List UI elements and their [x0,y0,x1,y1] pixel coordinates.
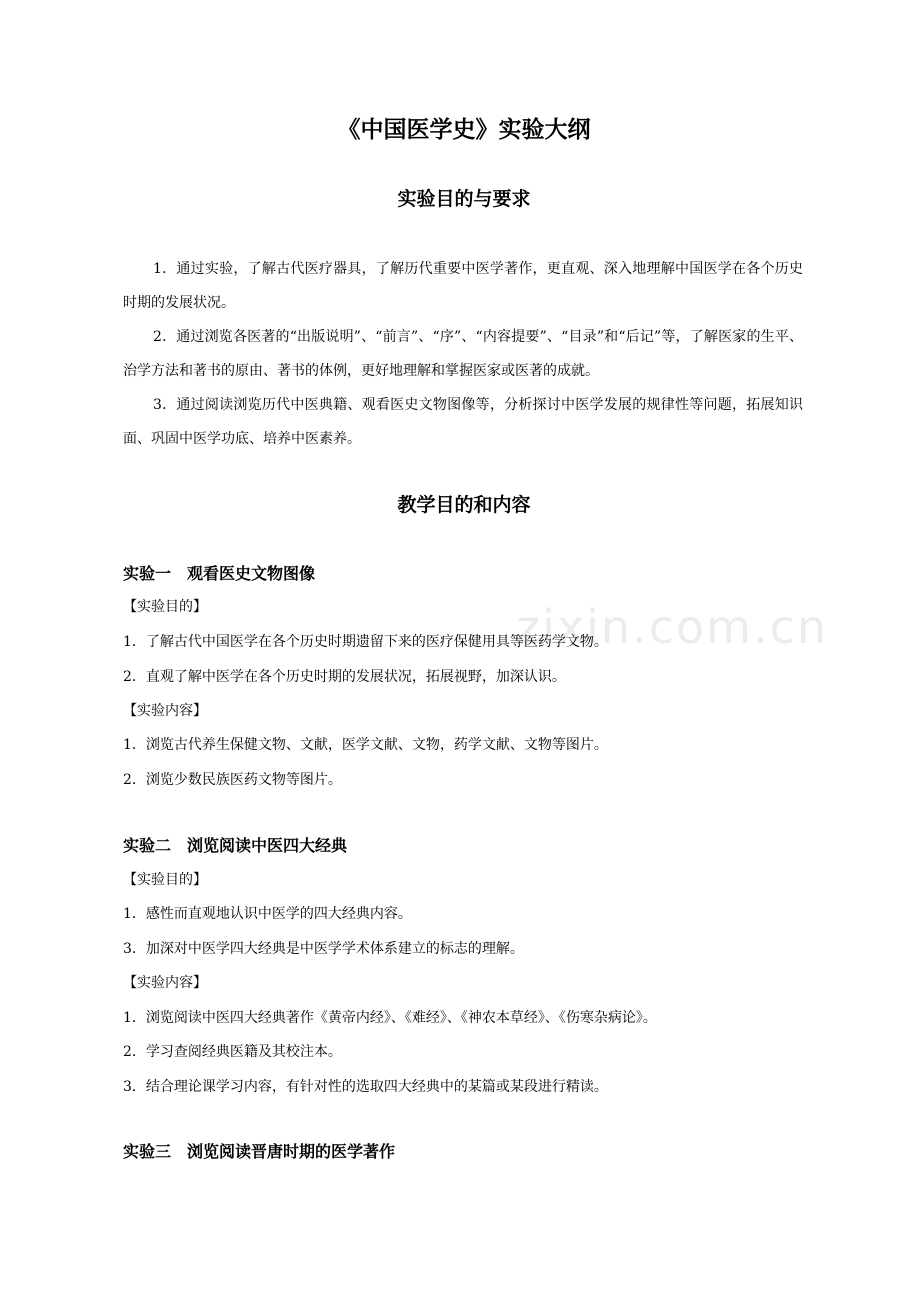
experiment-3-title: 实验三 浏览阅读晋唐时期的医学著作 [123,1142,396,1161]
experiment-1-purpose-item: 1．了解古代中国医学在各个历史时期遗留下来的医疗保健用具等医药学文物。 [123,634,608,650]
section-heading-content: 教学目的和内容 [397,494,531,516]
experiment-2-content-item: 1．浏览阅读中医四大经典著作《黄帝内经》、《难经》、《神农本草经》、《伤寒杂病论》。 [123,1010,657,1026]
goal-paragraph-3: 3．通过阅读浏览历代中医典籍、观看医史文物图像等，分析探讨中医学发展的规律性等问题，拓展知识面、巩固中医学功底、培养中医素养。 [123,397,803,447]
experiment-2-purpose-label: 【实验目的】 [123,872,207,888]
experiment-1-title: 实验一 观看医史文物图像 [123,564,316,583]
experiment-1-content-label: 【实验内容】 [123,703,207,719]
experiment-2-purpose-item: 3．加深对中医学四大经典是中医学学术体系建立的标志的理解。 [123,941,524,957]
experiment-1-purpose-label: 【实验目的】 [123,599,207,615]
watermark: zixin.com.cn [516,600,829,654]
experiment-2-purpose-item: 1．感性而直观地认识中医学的四大经典内容。 [123,906,412,922]
goal-paragraph-2: 2．通过浏览各医著的“出版说明”、“前言”、“序”、“内容提要”、“目录”和“后记”等，了解医家的生平、治学方法和著书的原由、著书的体例，更好地理解和掌握医家或医著的成就。 [123,329,803,379]
document-title: 《中国医学史》实验大纲 [337,116,591,143]
experiment-1-content-item: 1．浏览古代养生保健文物、文献，医学文献、文物，药学文献、文物等图片。 [123,737,608,753]
experiment-2-content-item: 2．学习查阅经典医籍及其校注本。 [123,1044,342,1060]
experiment-2-content-item: 3．结合理论课学习内容，有针对性的选取四大经典中的某篇或某段进行精读。 [123,1079,608,1095]
goal-paragraph-1: 1．通过实验，了解古代医疗器具，了解历代重要中医学著作，更直观、深入地理解中国医学在各个历史时期的发展状况。 [123,261,803,311]
experiment-2-title: 实验二 浏览阅读中医四大经典 [123,836,348,855]
experiment-1-content-item: 2．浏览少数民族医药文物等图片。 [123,772,342,788]
section-heading-goals: 实验目的与要求 [397,188,531,210]
experiment-2-content-label: 【实验内容】 [123,975,207,991]
experiment-1-purpose-item: 2．直观了解中医学在各个历史时期的发展状况，拓展视野，加深认识。 [123,669,566,685]
